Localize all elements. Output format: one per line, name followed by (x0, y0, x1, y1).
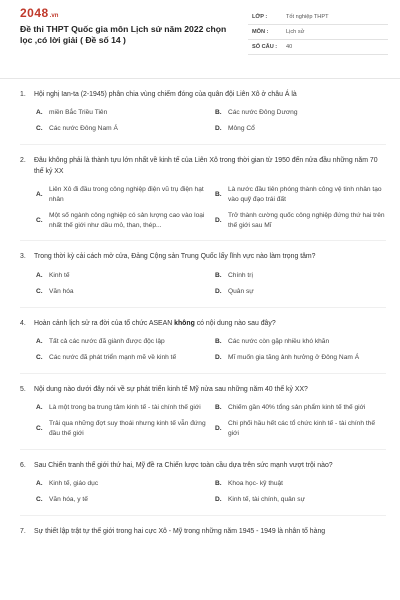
question-number: 5. (20, 385, 26, 393)
meta-value: Tốt nghiệp THPT (286, 14, 329, 20)
answer-options (20, 337, 386, 363)
option-text: Là nước đầu tiên phóng thành công vệ tinh nhân tạo vào quỹ đạo trái đất (228, 185, 382, 203)
option-c[interactable] (36, 287, 207, 297)
option-text: Tất cả các nước đã giành được độc lập (49, 337, 165, 345)
option-b[interactable] (215, 271, 386, 281)
question-divider (20, 144, 386, 145)
question-text (20, 527, 386, 537)
option-text: Trải qua những đợt suy thoái nhưng kinh tế vẫn đứng đầu thế giới (49, 419, 206, 437)
question-prompt: Nội dung nào dưới đây nói về sự phát triển kinh tế Mỹ nửa sau những năm 40 thế kỷ XX? (34, 385, 308, 393)
option-text: Chi phối hầu hết các tổ chức kinh tế - tài chính thế giới (228, 419, 375, 437)
option-a[interactable] (36, 479, 207, 489)
question-prompt (34, 319, 386, 329)
option-letter: C. (36, 216, 43, 224)
question-text (20, 156, 386, 177)
option-text: Các nước đã phát triển mạnh mẽ về kinh tế (49, 353, 177, 361)
option-text: Mĩ muốn gia tăng ảnh hưởng ở Đông Nam Á (228, 353, 360, 361)
question-3 (20, 252, 386, 307)
answer-options (20, 403, 386, 439)
option-d[interactable] (215, 495, 386, 505)
option-letter: C. (36, 125, 43, 133)
option-letter: C. (36, 353, 43, 361)
question-1 (20, 90, 386, 145)
logo-suffix: .vn (49, 13, 59, 19)
meta-label: SỐ CÂU : (252, 44, 278, 50)
option-letter: C. (36, 287, 43, 295)
option-b[interactable] (215, 479, 386, 489)
answer-options (20, 479, 386, 505)
option-a[interactable] (36, 185, 207, 205)
option-d[interactable] (215, 124, 386, 134)
option-a[interactable] (36, 337, 207, 347)
meta-value: Lịch sử (286, 29, 305, 35)
question-prompt: Đâu không phải là thành tựu lớn nhất về kinh tế của Liên Xô trong thời gian từ 1950 đến nửa đầu những năm 70 thế kỷ XX (34, 157, 378, 175)
question-number: 1. (20, 91, 26, 98)
question-divider (20, 449, 386, 450)
option-d[interactable] (215, 211, 386, 231)
answer-options (20, 185, 386, 231)
option-b[interactable] (215, 185, 386, 205)
question-text (20, 90, 386, 100)
option-letter: B. (215, 337, 222, 345)
option-text: Kinh tế, giáo dục (49, 480, 99, 488)
question-2 (20, 156, 386, 241)
question-text (20, 252, 386, 262)
option-letter: D. (215, 495, 222, 503)
option-text: Liên Xô đi đầu trong công nghiệp điện vũ trụ điện hạt nhân (49, 185, 204, 203)
option-text: Chiếm gần 40% tổng sản phẩm kinh tế thế giới (228, 404, 366, 412)
question-prompt: Hội nghị Ian-ta (2-1945) phân chia vùng chiếm đóng của quân đội Liên Xô ở châu Á là (34, 91, 297, 98)
question-divider (20, 240, 386, 241)
option-c[interactable] (36, 419, 207, 439)
option-letter: A. (36, 271, 43, 279)
question-divider (20, 307, 386, 308)
option-text: Trở thành cường quốc công nghiệp đứng thứ hai trên thế giới sau Mĩ (228, 211, 385, 229)
option-text: Các nước còn gặp nhiều khó khăn (228, 337, 330, 345)
meta-row-grade (248, 10, 388, 25)
option-letter: B. (215, 404, 222, 412)
option-letter: A. (36, 109, 43, 117)
header-divider (0, 78, 400, 79)
option-c[interactable] (36, 124, 207, 134)
question-number: 4. (20, 319, 26, 327)
option-letter: C. (36, 424, 43, 432)
question-number: 2. (20, 157, 26, 165)
question-6 (20, 461, 386, 516)
option-letter: D. (215, 424, 222, 432)
question-list (0, 90, 400, 537)
option-letter: B. (215, 190, 222, 198)
option-text: Một số ngành công nghiệp có sản lượng cao vào loại nhất thế giới như dầu mỏ, than, thép... (49, 211, 205, 229)
option-text: Kinh tế (49, 271, 70, 279)
option-text: Các nước Đông Nam Á (49, 125, 118, 133)
answer-options (20, 108, 386, 134)
option-a[interactable] (36, 108, 207, 118)
option-letter: D. (215, 287, 222, 295)
option-letter: D. (215, 125, 222, 133)
prompt-emphasis: không (174, 319, 195, 327)
question-number: 6. (20, 461, 26, 469)
option-c[interactable] (36, 353, 207, 363)
question-divider (20, 515, 386, 516)
option-text: Khoa học- kỹ thuật (228, 480, 283, 488)
option-text: Quân sự (228, 287, 254, 295)
prompt-part: Hoàn cảnh lịch sử ra đời của tổ chức ASEAN (34, 319, 175, 327)
exam-header (0, 0, 400, 74)
option-letter: A. (36, 480, 43, 488)
option-a[interactable] (36, 271, 207, 281)
option-letter: D. (215, 216, 222, 224)
exam-title: Đề thi THPT Quốc gia môn Lịch sử năm 2022 chọn lọc ,có lời giải ( Đề số 14 ) (20, 24, 227, 46)
question-prompt: Sự thiết lập trật tự thế giới trong hai cực Xô - Mỹ trong những năm 1945 - 1949 là nhân tố hàng (34, 527, 326, 535)
option-letter: B. (215, 109, 222, 117)
question-number: 3. (20, 253, 26, 261)
option-b[interactable] (215, 403, 386, 413)
question-number: 7. (20, 527, 26, 535)
option-text: Mông Cổ (228, 125, 255, 133)
option-letter: A. (36, 190, 43, 198)
option-text: Là một trong ba trung tâm kinh tế - tài chính thế giới (49, 404, 201, 412)
option-letter: C. (36, 495, 43, 503)
option-text: Kinh tế, tài chính, quân sự (228, 495, 305, 503)
meta-value: 40 (286, 44, 293, 50)
option-letter: B. (215, 480, 222, 488)
question-7 (20, 527, 386, 537)
prompt-part: có nội dung nào sau đây? (194, 319, 276, 327)
meta-row-count (248, 40, 388, 55)
option-text: Văn hóa (49, 287, 74, 295)
question-text (20, 319, 386, 329)
option-d[interactable] (215, 353, 386, 363)
option-d[interactable] (215, 419, 386, 439)
question-prompt: Sau Chiến tranh thế giới thứ hai, Mỹ đề ra Chiến lược toàn cầu dựa trên sức mạnh vượt trội nào? (34, 461, 333, 469)
question-5 (20, 385, 386, 450)
option-text: Chính trị (228, 271, 253, 279)
option-d[interactable] (215, 287, 386, 297)
meta-label: LỚP : (252, 14, 268, 20)
question-prompt: Trong thời kỳ cải cách mở cửa, Đảng Cộng sản Trung Quốc lấy lĩnh vực nào làm trọng tâm? (34, 253, 316, 261)
option-b[interactable] (215, 337, 386, 347)
option-a[interactable] (36, 403, 207, 413)
exam-meta-table (248, 10, 388, 55)
question-4 (20, 319, 386, 374)
meta-label: MÔN : (252, 29, 269, 35)
option-text: Các nước Đông Dương (228, 109, 298, 117)
option-text: miền Bắc Triều Tiên (49, 109, 108, 117)
option-letter: D. (215, 353, 222, 361)
answer-options (20, 271, 386, 297)
option-letter: B. (215, 271, 222, 279)
logo-number: 2048 (20, 6, 49, 20)
option-text: Văn hóa, y tế (49, 495, 88, 503)
option-letter: A. (36, 404, 43, 412)
option-letter: A. (36, 337, 43, 345)
option-b[interactable] (215, 108, 386, 118)
question-text (20, 385, 386, 395)
question-text (20, 461, 386, 471)
option-c[interactable] (36, 495, 207, 505)
option-c[interactable] (36, 211, 207, 231)
question-divider (20, 373, 386, 374)
meta-row-subject (248, 25, 388, 40)
